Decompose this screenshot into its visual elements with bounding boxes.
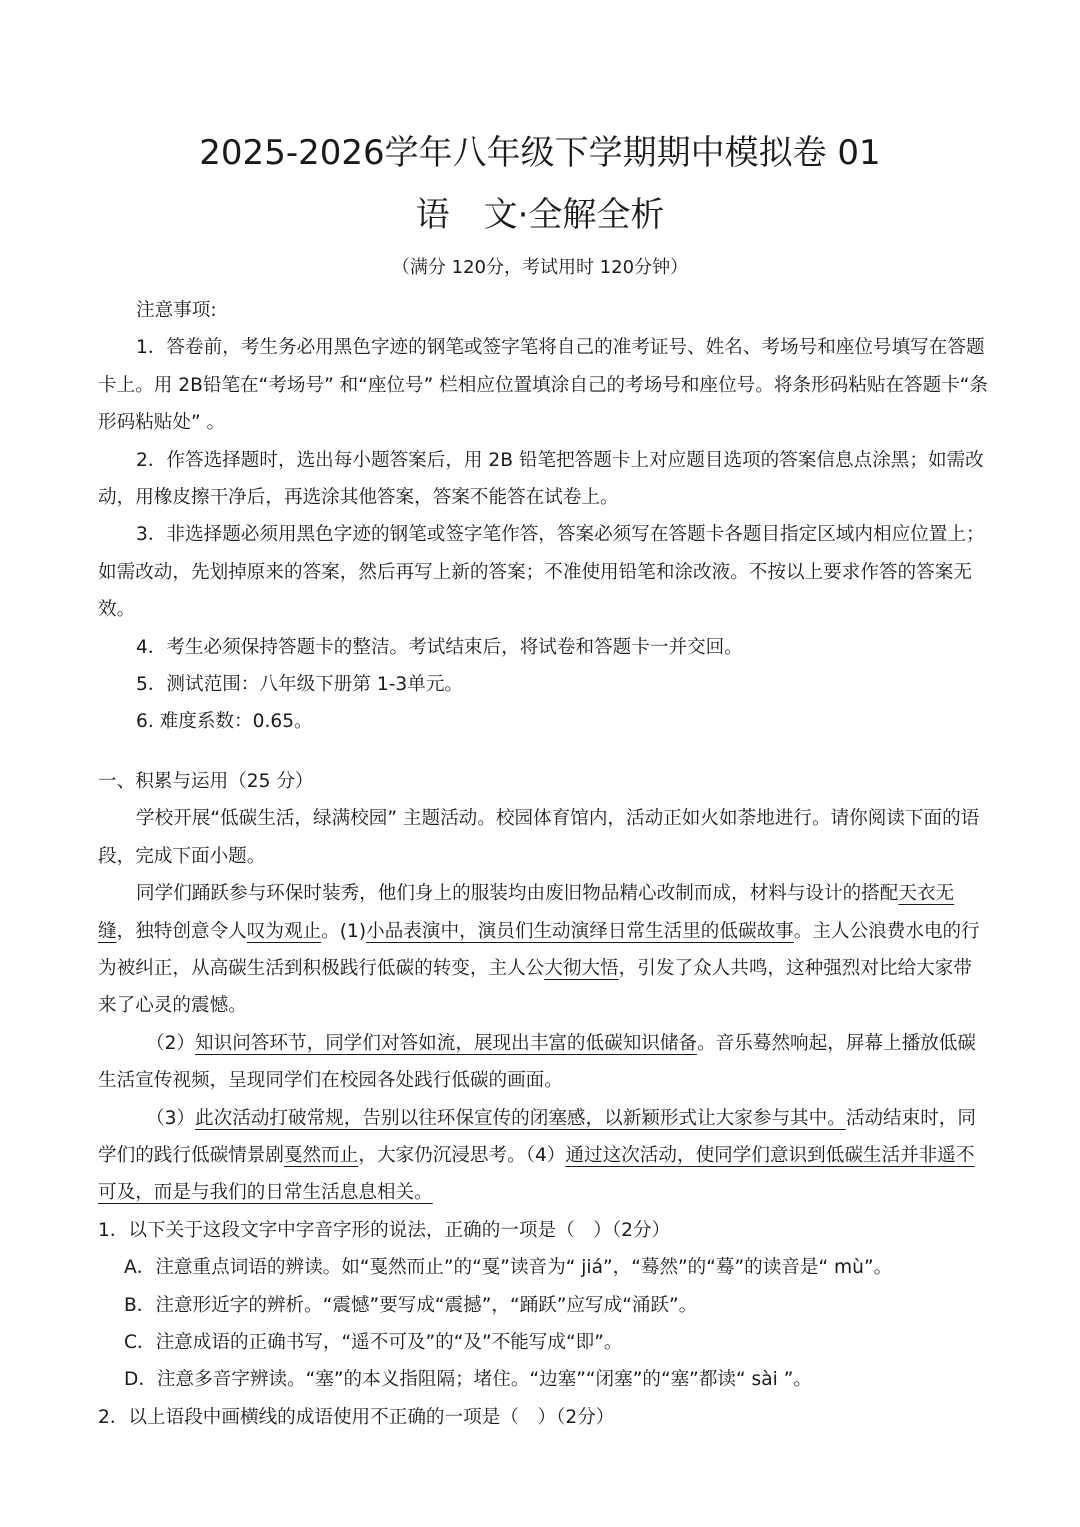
notice-item-1: 1．答卷前，考生务必用黑色字迹的钢笔或签字笔将自己的准考证号、姓名、考场号和座位号填写在答题卡上。用 2B铅笔在“考场号” 和“座位号” 栏相应位置填涂自己的考场号和座位号。将条形码粘贴在答题卡“条形码粘贴处” 。 bbox=[98, 337, 989, 434]
question-1-option-b: B．注意形近字的辨析。“震憾”要写成“震撼”，“踊跃”应写成“涌跃”。 bbox=[124, 1294, 698, 1316]
notice-item-6: 6. 难度系数：0.65。 bbox=[136, 711, 313, 733]
question-1-option-d: D．注意多音字辨读。“塞”的本义指阻隔；堵住。“边塞”“闭塞”的“塞”都读“ sài ”。 bbox=[124, 1369, 812, 1391]
underlined-idiom: 大彻大悟 bbox=[544, 957, 619, 979]
notice-item-5: 5．测试范围：八年级下册第 1-3单元。 bbox=[136, 674, 464, 696]
passage-text: 同学们踊跃参与环保时装秀，他们身上的服装均由废旧物品精心改制而成，材料与设计的搭配 bbox=[136, 883, 899, 905]
passage-text: 。(1) bbox=[321, 920, 367, 942]
passage-paragraph-2 bbox=[98, 1025, 988, 1100]
underlined-sentence: 知识问答环节，同学们对答如流，展现出丰富的低碳知识储备 bbox=[195, 1032, 698, 1054]
underlined-sentence: 小品表演中，演员们生动演绎日常生活里的低碳故事 bbox=[366, 920, 794, 942]
question-1-option-a: A．注意重点词语的辨读。如“戛然而止”的“戛”读音为“ jiá”，“蓦然”的“蓦”的读音是“ mù”。 bbox=[124, 1257, 893, 1279]
underlined-idiom: 戛然而止 bbox=[283, 1144, 359, 1166]
exam-subtitle: 语 文·全解全析 bbox=[415, 195, 665, 235]
question-1-option-c: C．注意成语的正确书写，“遥不可及”的“及”不能写成“即”。 bbox=[124, 1331, 623, 1353]
notice-item-2: 2．作答选择题时，选出每小题答案后，用 2B 铅笔把答题卡上对应题目选项的答案信息点涂黑；如需改动，用橡皮擦干净后，再选涂其他答案，答案不能答在试卷上。 bbox=[98, 449, 984, 509]
underlined-sentence: 通过这次活动，使同学们意识到低碳生活并非遥不可及，而是与我们的日常生活息息相关。 bbox=[98, 1144, 975, 1204]
underlined-idiom: 叹为观止 bbox=[246, 920, 322, 942]
passage-text: ，大家仍沉浸思考。（4） bbox=[358, 1144, 566, 1166]
passage-text: ，引发了众人共鸣，这种强烈对比给大家带来了心灵的震憾。 bbox=[98, 957, 972, 1017]
question-1-stem: 1．以下关于这段文字中字音字形的说法，正确的一项是（ ）（2分） bbox=[98, 1219, 671, 1241]
section-heading: 一、积累与运用（25 分） bbox=[98, 770, 314, 792]
passage-paragraph-1 bbox=[98, 875, 988, 1025]
underlined-sentence: 此次活动打破常规，告别以往环保宣传的闭塞感，以新颖形式让大家参与其中。 bbox=[195, 1107, 846, 1129]
question-2-stem: 2．以上语段中画横线的成语使用不正确的一项是（ ）（2分） bbox=[98, 1406, 615, 1428]
passage-text: （3） bbox=[146, 1107, 196, 1129]
passage-text: 。音乐蓦然响起，屏幕上播放低碳生活宣传视频，呈现同学们在校园各处践行低碳的画面。 bbox=[98, 1032, 976, 1092]
notice-item-3: 3．非选择题必须用黑色字迹的钢笔或签字笔作答，答案必须写在答题卡各题目指定区域内相应位置上；如需改动，先划掉原来的答案，然后再写上新的答案；不准使用铅笔和涂改液。不按以上要求作答的答案无效。 bbox=[98, 524, 985, 621]
passage-text: （2） bbox=[146, 1032, 196, 1054]
passage-text: 。主人公浪费水电的行为被纠正，从高碳生活到积极践行低碳的转变，主人公 bbox=[98, 920, 980, 979]
passage-paragraph-3 bbox=[98, 1100, 988, 1212]
exam-title: 2025-2026学年八年级下学期期中模拟卷 01 bbox=[199, 133, 881, 173]
notice-item-4: 4．考生必须保持答题卡的整洁。考试结束后，将试卷和答题卡一并交回。 bbox=[136, 636, 743, 658]
passage-text: ，独特创意令人 bbox=[116, 920, 247, 942]
underlined-idiom: 天衣无缝 bbox=[98, 883, 955, 942]
section-intro: 学校开展“低碳生活，绿满校园” 主题活动。校园体育馆内，活动正如火如荼地进行。请你阅读下面的语段，完成下面小题。 bbox=[98, 808, 980, 867]
exam-body bbox=[98, 292, 988, 1436]
exam-info: （满分 120分，考试用时 120分钟） bbox=[391, 257, 689, 278]
notice-heading: 注意事项: bbox=[136, 300, 217, 321]
passage-text: 活动结束时，同学们的践行低碳情景剧 bbox=[98, 1107, 976, 1166]
